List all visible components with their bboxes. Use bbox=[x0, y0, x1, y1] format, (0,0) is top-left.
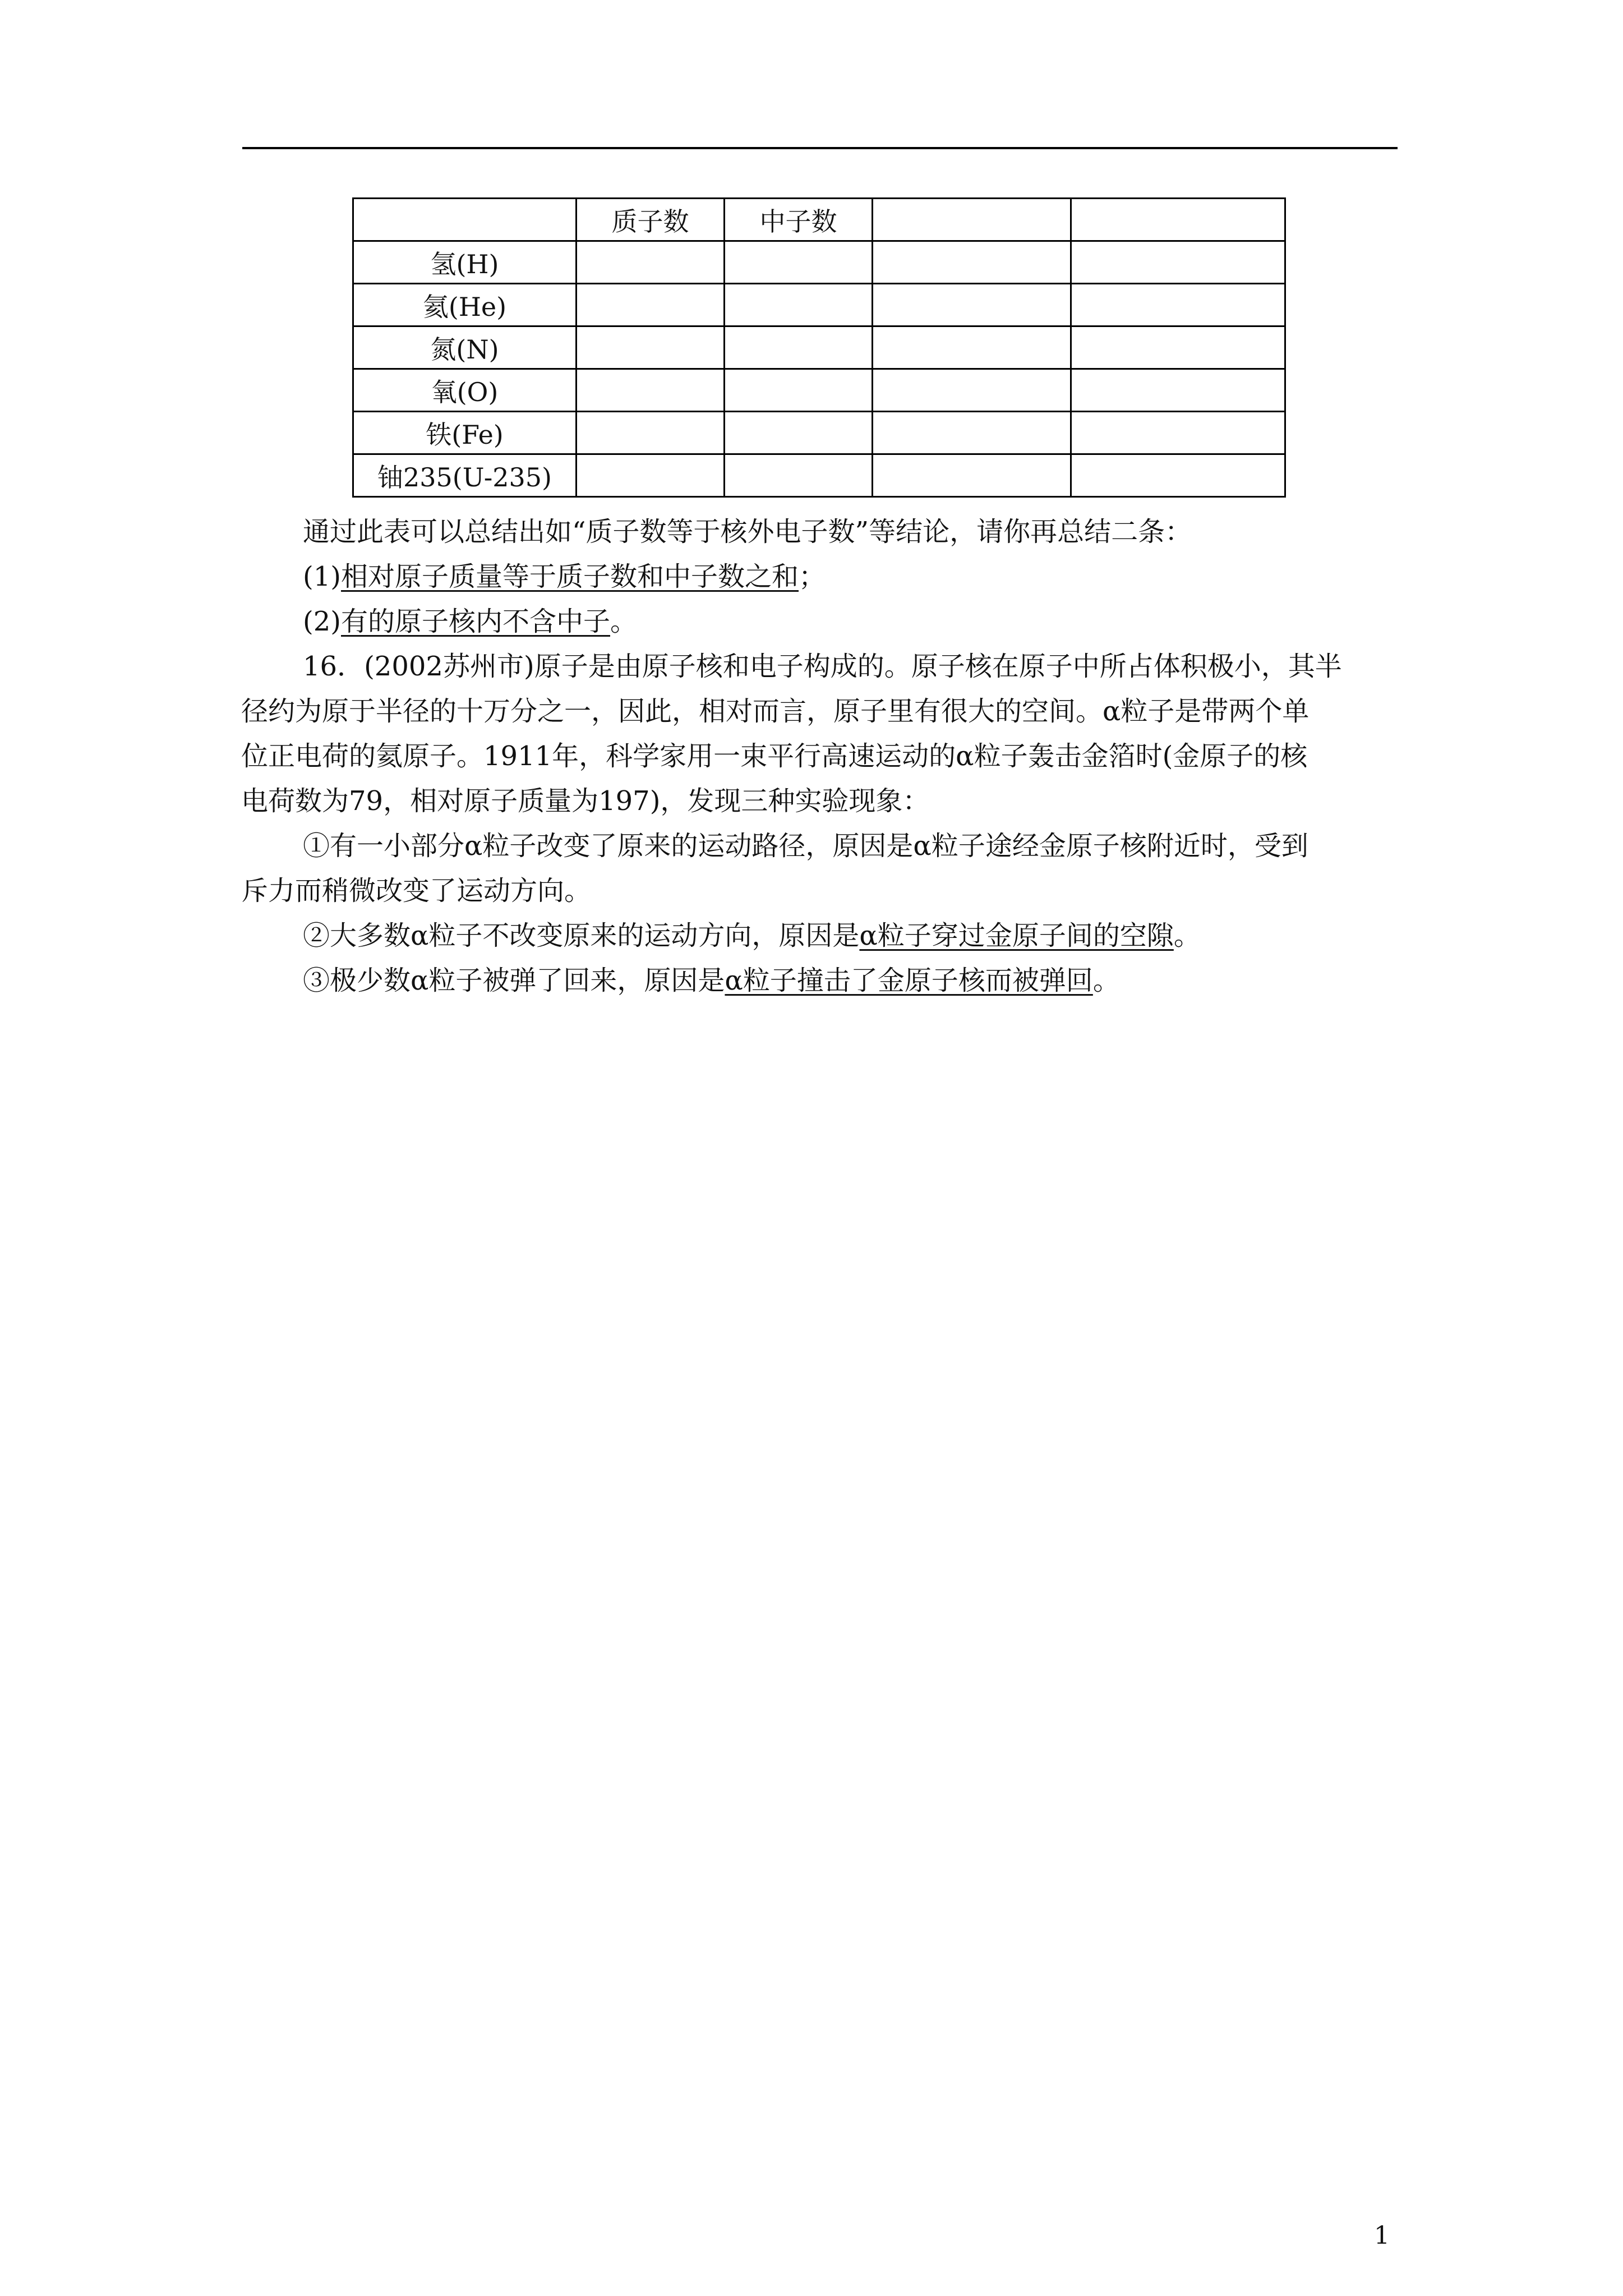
conclusion-2 bbox=[241, 599, 1408, 644]
document-body bbox=[241, 509, 1408, 1003]
blank-cell bbox=[577, 454, 725, 497]
conclusion-2-punct: 。 bbox=[610, 606, 638, 637]
table-row bbox=[353, 454, 1285, 497]
blank-cell bbox=[873, 326, 1071, 369]
blank-cell bbox=[873, 454, 1071, 497]
element-cell: 氦(He) bbox=[353, 284, 577, 326]
table-row bbox=[353, 369, 1285, 412]
table-header-cell bbox=[873, 199, 1071, 241]
table-row bbox=[353, 326, 1285, 369]
observation-2-punct: 。 bbox=[1173, 920, 1201, 951]
observation-2-text: ②大多数α粒子不改变原来的运动方向，原因是 bbox=[303, 920, 860, 951]
blank-cell bbox=[725, 326, 873, 369]
question-16-line: 电荷数为79，相对原子质量为197)，发现三种实验现象： bbox=[241, 785, 930, 817]
table-header-cell bbox=[1071, 199, 1285, 241]
blank-cell bbox=[577, 369, 725, 412]
table-row bbox=[353, 412, 1285, 454]
conclusion-2-answer: 有的原子核内不含中子 bbox=[341, 606, 611, 637]
atom-table bbox=[352, 197, 1286, 498]
blank-cell bbox=[1071, 454, 1285, 497]
blank-cell bbox=[873, 369, 1071, 412]
table-header-cell: 中子数 bbox=[725, 199, 873, 241]
observation-1-line: ①有一小部分α粒子改变了原来的运动路径，原因是α粒子途经金原子核附近时，受到 bbox=[303, 830, 1308, 862]
blank-cell bbox=[577, 284, 725, 326]
blank-cell bbox=[1071, 241, 1285, 284]
element-cell: 氮(N) bbox=[353, 326, 577, 369]
blank-cell bbox=[725, 284, 873, 326]
blank-cell bbox=[1071, 369, 1285, 412]
conclusion-1-number: (1) bbox=[303, 561, 341, 592]
element-cell: 氧(O) bbox=[353, 369, 577, 412]
observation-1-line: 斥力而稍微改变了运动方向。 bbox=[241, 875, 592, 907]
conclusion-2-number: (2) bbox=[303, 606, 341, 637]
blank-cell bbox=[577, 412, 725, 454]
blank-cell bbox=[1071, 412, 1285, 454]
table-header-cell bbox=[353, 199, 577, 241]
intro-paragraph: 通过此表可以总结出如“质子数等于核外电子数”等结论，请你再总结二条： bbox=[303, 516, 1192, 547]
question-16-line: 位正电荷的氦原子。1911年，科学家用一束平行高速运动的α粒子轰击金箔时(金原子的核 bbox=[241, 740, 1308, 772]
observation-3-text: ③极少数α粒子被弹了回来，原因是 bbox=[303, 965, 725, 996]
table-header-cell: 质子数 bbox=[577, 199, 725, 241]
element-cell: 氢(H) bbox=[353, 241, 577, 284]
blank-cell bbox=[725, 412, 873, 454]
blank-cell bbox=[725, 241, 873, 284]
blank-cell bbox=[873, 241, 1071, 284]
conclusion-1-punct: ； bbox=[799, 561, 826, 592]
table-row bbox=[353, 284, 1285, 326]
page-number: 1 bbox=[1374, 2221, 1390, 2250]
conclusion-1-answer: 相对原子质量等于质子数和中子数之和 bbox=[341, 561, 799, 592]
blank-cell bbox=[873, 412, 1071, 454]
question-16-line: 径约为原于半径的十万分之一，因此，相对而言，原子里有很大的空间。α粒子是带两个单 bbox=[241, 696, 1310, 727]
observation-2 bbox=[241, 913, 1408, 958]
conclusion-1 bbox=[241, 554, 1408, 599]
blank-cell bbox=[577, 326, 725, 369]
observation-3-answer: α粒子撞击了金原子核而被弹回 bbox=[725, 965, 1093, 996]
question-16-line: 16．(2002苏州市)原子是由原子核和电子构成的。原子核在原子中所占体积极小，其半 bbox=[303, 651, 1342, 682]
blank-cell bbox=[1071, 326, 1285, 369]
blank-cell bbox=[725, 369, 873, 412]
element-cell: 铀235(U-235) bbox=[353, 454, 577, 497]
observation-3-punct: 。 bbox=[1092, 965, 1120, 996]
table-header-row bbox=[353, 199, 1285, 241]
observation-3 bbox=[241, 958, 1408, 1003]
header-rule bbox=[242, 147, 1398, 149]
blank-cell bbox=[873, 284, 1071, 326]
table-row bbox=[353, 241, 1285, 284]
element-cell: 铁(Fe) bbox=[353, 412, 577, 454]
blank-cell bbox=[725, 454, 873, 497]
observation-2-answer: α粒子穿过金原子间的空隙 bbox=[859, 920, 1174, 951]
blank-cell bbox=[1071, 284, 1285, 326]
blank-cell bbox=[577, 241, 725, 284]
